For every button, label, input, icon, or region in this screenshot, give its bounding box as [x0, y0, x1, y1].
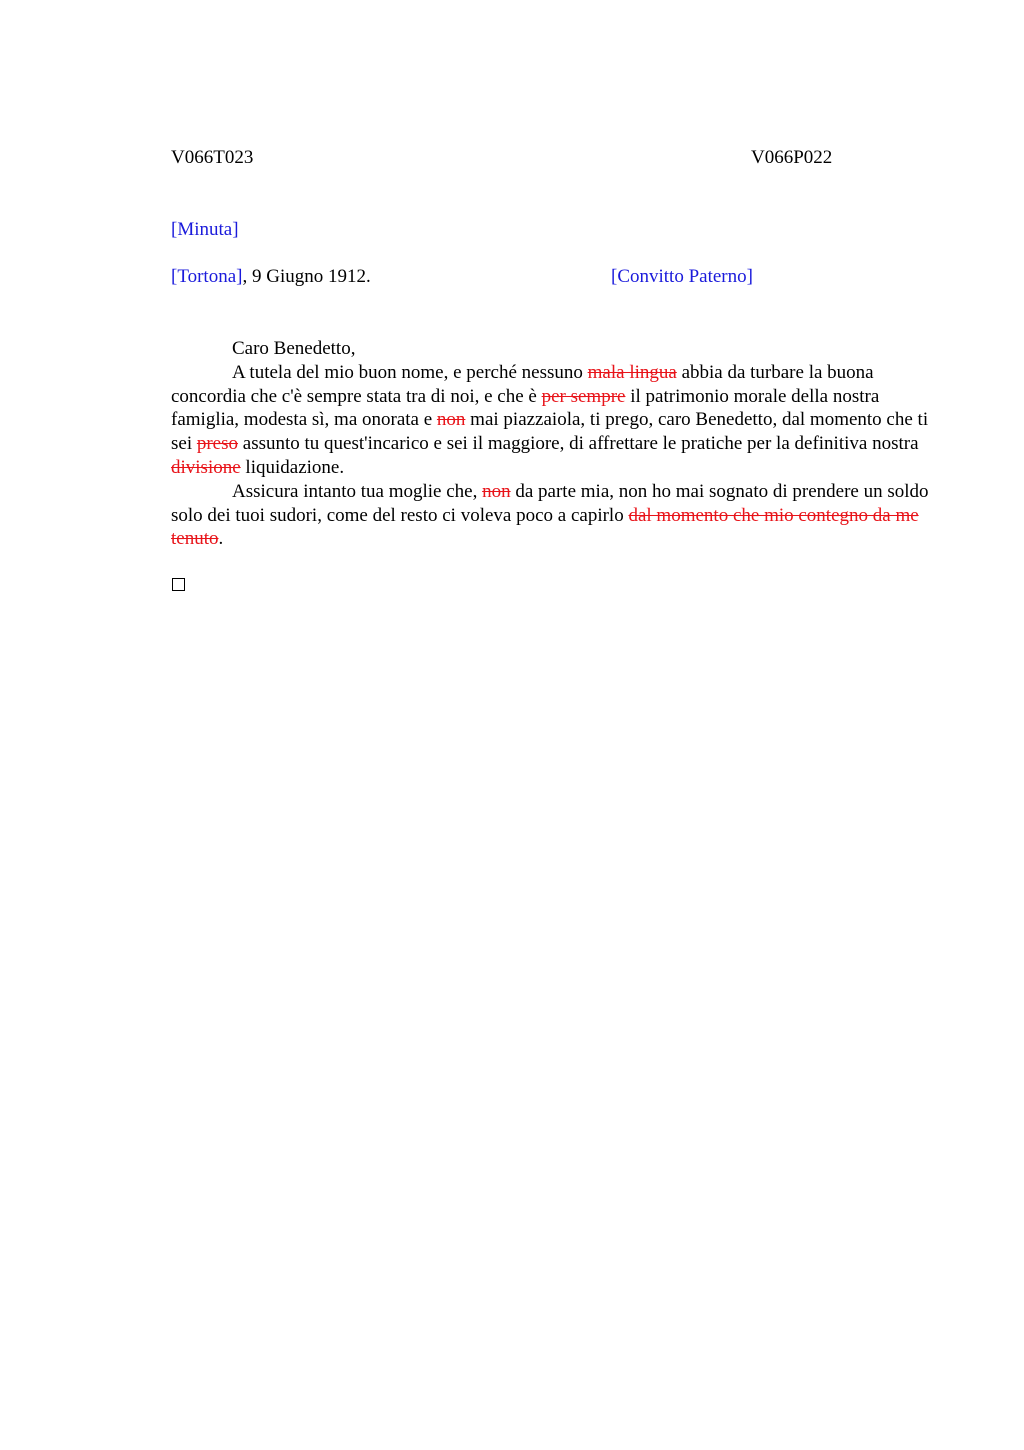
text-segment: A tutela del mio buon nome, e perché nessuno: [232, 361, 588, 383]
text-segment: Assicura intanto tua moglie che,: [232, 480, 483, 502]
deleted-text: mala lingua: [587, 361, 677, 383]
deleted-text: dal momento che mio contegno da me tenuto: [171, 504, 919, 550]
letter-body: [171, 337, 931, 551]
paragraph-2: [171, 480, 931, 551]
deleted-text: non: [482, 480, 511, 502]
deleted-text: per sempre: [541, 385, 626, 407]
paragraph-1: [171, 361, 931, 480]
place-name: [Tortona]: [171, 266, 243, 287]
text-segment: assunto tu quest'incarico e sei il maggiore, di affrettare le pratiche per la definitiva nostra: [238, 433, 919, 455]
text-segment: mai piazzaiola, ti prego, caro Benedetto, dal momento che ti sei: [171, 409, 929, 455]
place-date-line: [171, 265, 371, 289]
text-segment: liquidazione.: [240, 456, 345, 478]
end-marker-square-icon: [172, 578, 185, 591]
header-left-code: V066T023: [171, 147, 254, 168]
deleted-text: preso: [196, 433, 239, 455]
deleted-text: non: [436, 409, 466, 431]
salutation: Caro Benedetto,: [232, 338, 356, 359]
text-segment: .: [218, 528, 224, 550]
header-right-code: V066P022: [751, 147, 833, 168]
text-segment: da parte mia, non ho mai sognato di prendere un soldo solo dei tuoi sudori, come del resto ci voleva poco a capirlo: [171, 480, 929, 526]
text-segment: il patrimonio morale della nostra famiglia, modesta sì, ma onorata e: [171, 385, 880, 431]
text-segment: abbia da turbare la buona concordia che c'è sempre stata tra di noi, e che è: [171, 361, 874, 407]
document-type: [Minuta]: [171, 219, 239, 240]
deleted-text: divisione: [171, 456, 241, 478]
letter-date: , 9 Giugno 1912.: [242, 266, 371, 287]
sender-institution: [Convitto Paterno]: [611, 266, 753, 287]
